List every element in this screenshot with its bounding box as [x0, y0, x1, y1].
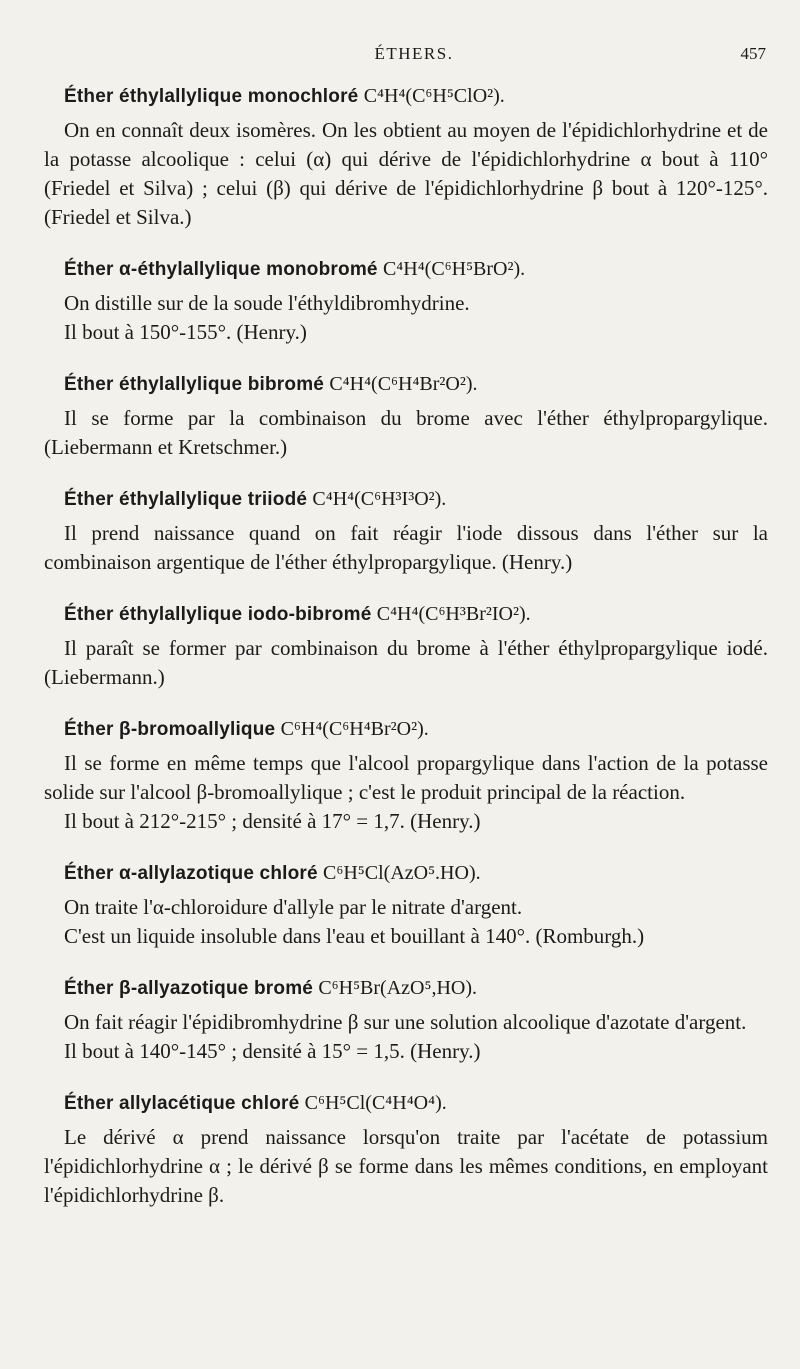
- compound-name: Éther éthylallylique triiodé: [64, 489, 308, 510]
- compound-name: Éther éthylallylique monochloré: [64, 86, 359, 107]
- paragraph: Le dérivé α prend naissance lorsqu'on traite par l'acétate de potassium l'épidichlorhydrine α ; le dérivé β se forme dans les mêmes conditions, en employant l'épidichlorhydrine β.: [44, 1125, 768, 1207]
- compound-name: Éther α-éthylallylique monobromé: [64, 259, 378, 280]
- page-header: [62, 44, 766, 70]
- chemical-formula: C⁴H⁴(C⁶H³Br²IO²).: [376, 603, 531, 625]
- chemical-formula: C⁶H⁵Cl(C⁴H⁴O⁴).: [304, 1092, 447, 1114]
- page-body: [44, 80, 768, 1231]
- entry-title: [44, 253, 768, 285]
- paragraph: On distille sur de la soude l'éthyldibromhydrine.: [64, 291, 470, 315]
- compound-name: Éther β-bromoallylique: [64, 719, 276, 740]
- paragraph: C'est un liquide insoluble dans l'eau et bouillant à 140°. (Romburgh.): [64, 924, 645, 948]
- paragraph: Il bout à 140°-145° ; densité à 15° = 1,5. (Henry.): [64, 1039, 481, 1063]
- chemical-formula: C⁶H⁵Cl(AzO⁵.HO).: [323, 862, 481, 884]
- entry-title: [44, 598, 768, 630]
- entry: [44, 713, 768, 836]
- page-number: 457: [740, 44, 766, 63]
- entry: [44, 253, 768, 347]
- running-head: ÉTHERS.: [374, 44, 454, 63]
- entry-title: [44, 857, 768, 889]
- entry-title: [44, 80, 768, 112]
- paragraph: Il se forme par la combinaison du brome avec l'éther éthylpropargylique. (Liebermann et Kretschmer.): [44, 406, 768, 459]
- paragraph: Il prend naissance quand on fait réagir l'iode dissous dans l'éther sur la combinaison argentique de l'éther éthylpropargylique. (Henry.): [44, 521, 768, 574]
- paragraph: On traite l'α-chloroidure d'allyle par le nitrate d'argent.: [64, 895, 523, 919]
- paragraph: On fait réagir l'épidibromhydrine β sur une solution alcoolique d'azotate d'argent.: [64, 1010, 747, 1034]
- compound-name: Éther éthylallylique bibromé: [64, 374, 325, 395]
- paragraph: On en connaît deux isomères. On les obtient au moyen de l'épidichlorhydrine et de la potasse alcoolique : celui (α) qui dérive de l'épidichlorhydrine α bout à 110° (Friedel et Silva) ; celui (β) qui dérive de l'épidichlorhydrine β bout à 120°-125°. (Friedel et Silva.): [44, 118, 768, 229]
- compound-name: Éther allylacétique chloré: [64, 1093, 300, 1114]
- compound-name: Éther éthylallylique iodo-bibromé: [64, 604, 372, 625]
- chemical-formula: C⁴H⁴(C⁶H³I³O²).: [312, 488, 447, 510]
- chemical-formula: C⁴H⁴(C⁶H⁵BrO²).: [382, 258, 526, 280]
- entry: [44, 857, 768, 951]
- paragraph: Il se forme en même temps que l'alcool propargylique dans l'action de la potasse solide sur l'alcool β-bromoallylique ; c'est le produit principal de la réaction.: [44, 751, 768, 804]
- entry: [44, 483, 768, 577]
- compound-name: Éther β-allyazotique bromé: [64, 978, 314, 999]
- chemical-formula: C⁴H⁴(C⁶H⁴Br²O²).: [329, 373, 478, 395]
- compound-name: Éther α-allylazotique chloré: [64, 863, 318, 884]
- entry-title: [44, 713, 768, 745]
- entry: [44, 1087, 768, 1210]
- paragraph: Il paraît se former par combinaison du brome à l'éther éthylpropargylique iodé. (Liebermann.): [44, 636, 768, 689]
- entry: [44, 598, 768, 692]
- paragraph: Il bout à 212°-215° ; densité à 17° = 1,7. (Henry.): [64, 809, 481, 833]
- chemical-formula: C⁶H⁵Br(AzO⁵,HO).: [318, 977, 477, 999]
- entry-title: [44, 483, 768, 515]
- paragraph: Il bout à 150°-155°. (Henry.): [64, 320, 307, 344]
- chemical-formula: C⁶H⁴(C⁶H⁴Br²O²).: [280, 718, 429, 740]
- entry: [44, 972, 768, 1066]
- entry: [44, 80, 768, 232]
- entry-title: [44, 972, 768, 1004]
- entry-title: [44, 368, 768, 400]
- entry-title: [44, 1087, 768, 1119]
- entry: [44, 368, 768, 462]
- chemical-formula: C⁴H⁴(C⁶H⁵ClO²).: [363, 85, 505, 107]
